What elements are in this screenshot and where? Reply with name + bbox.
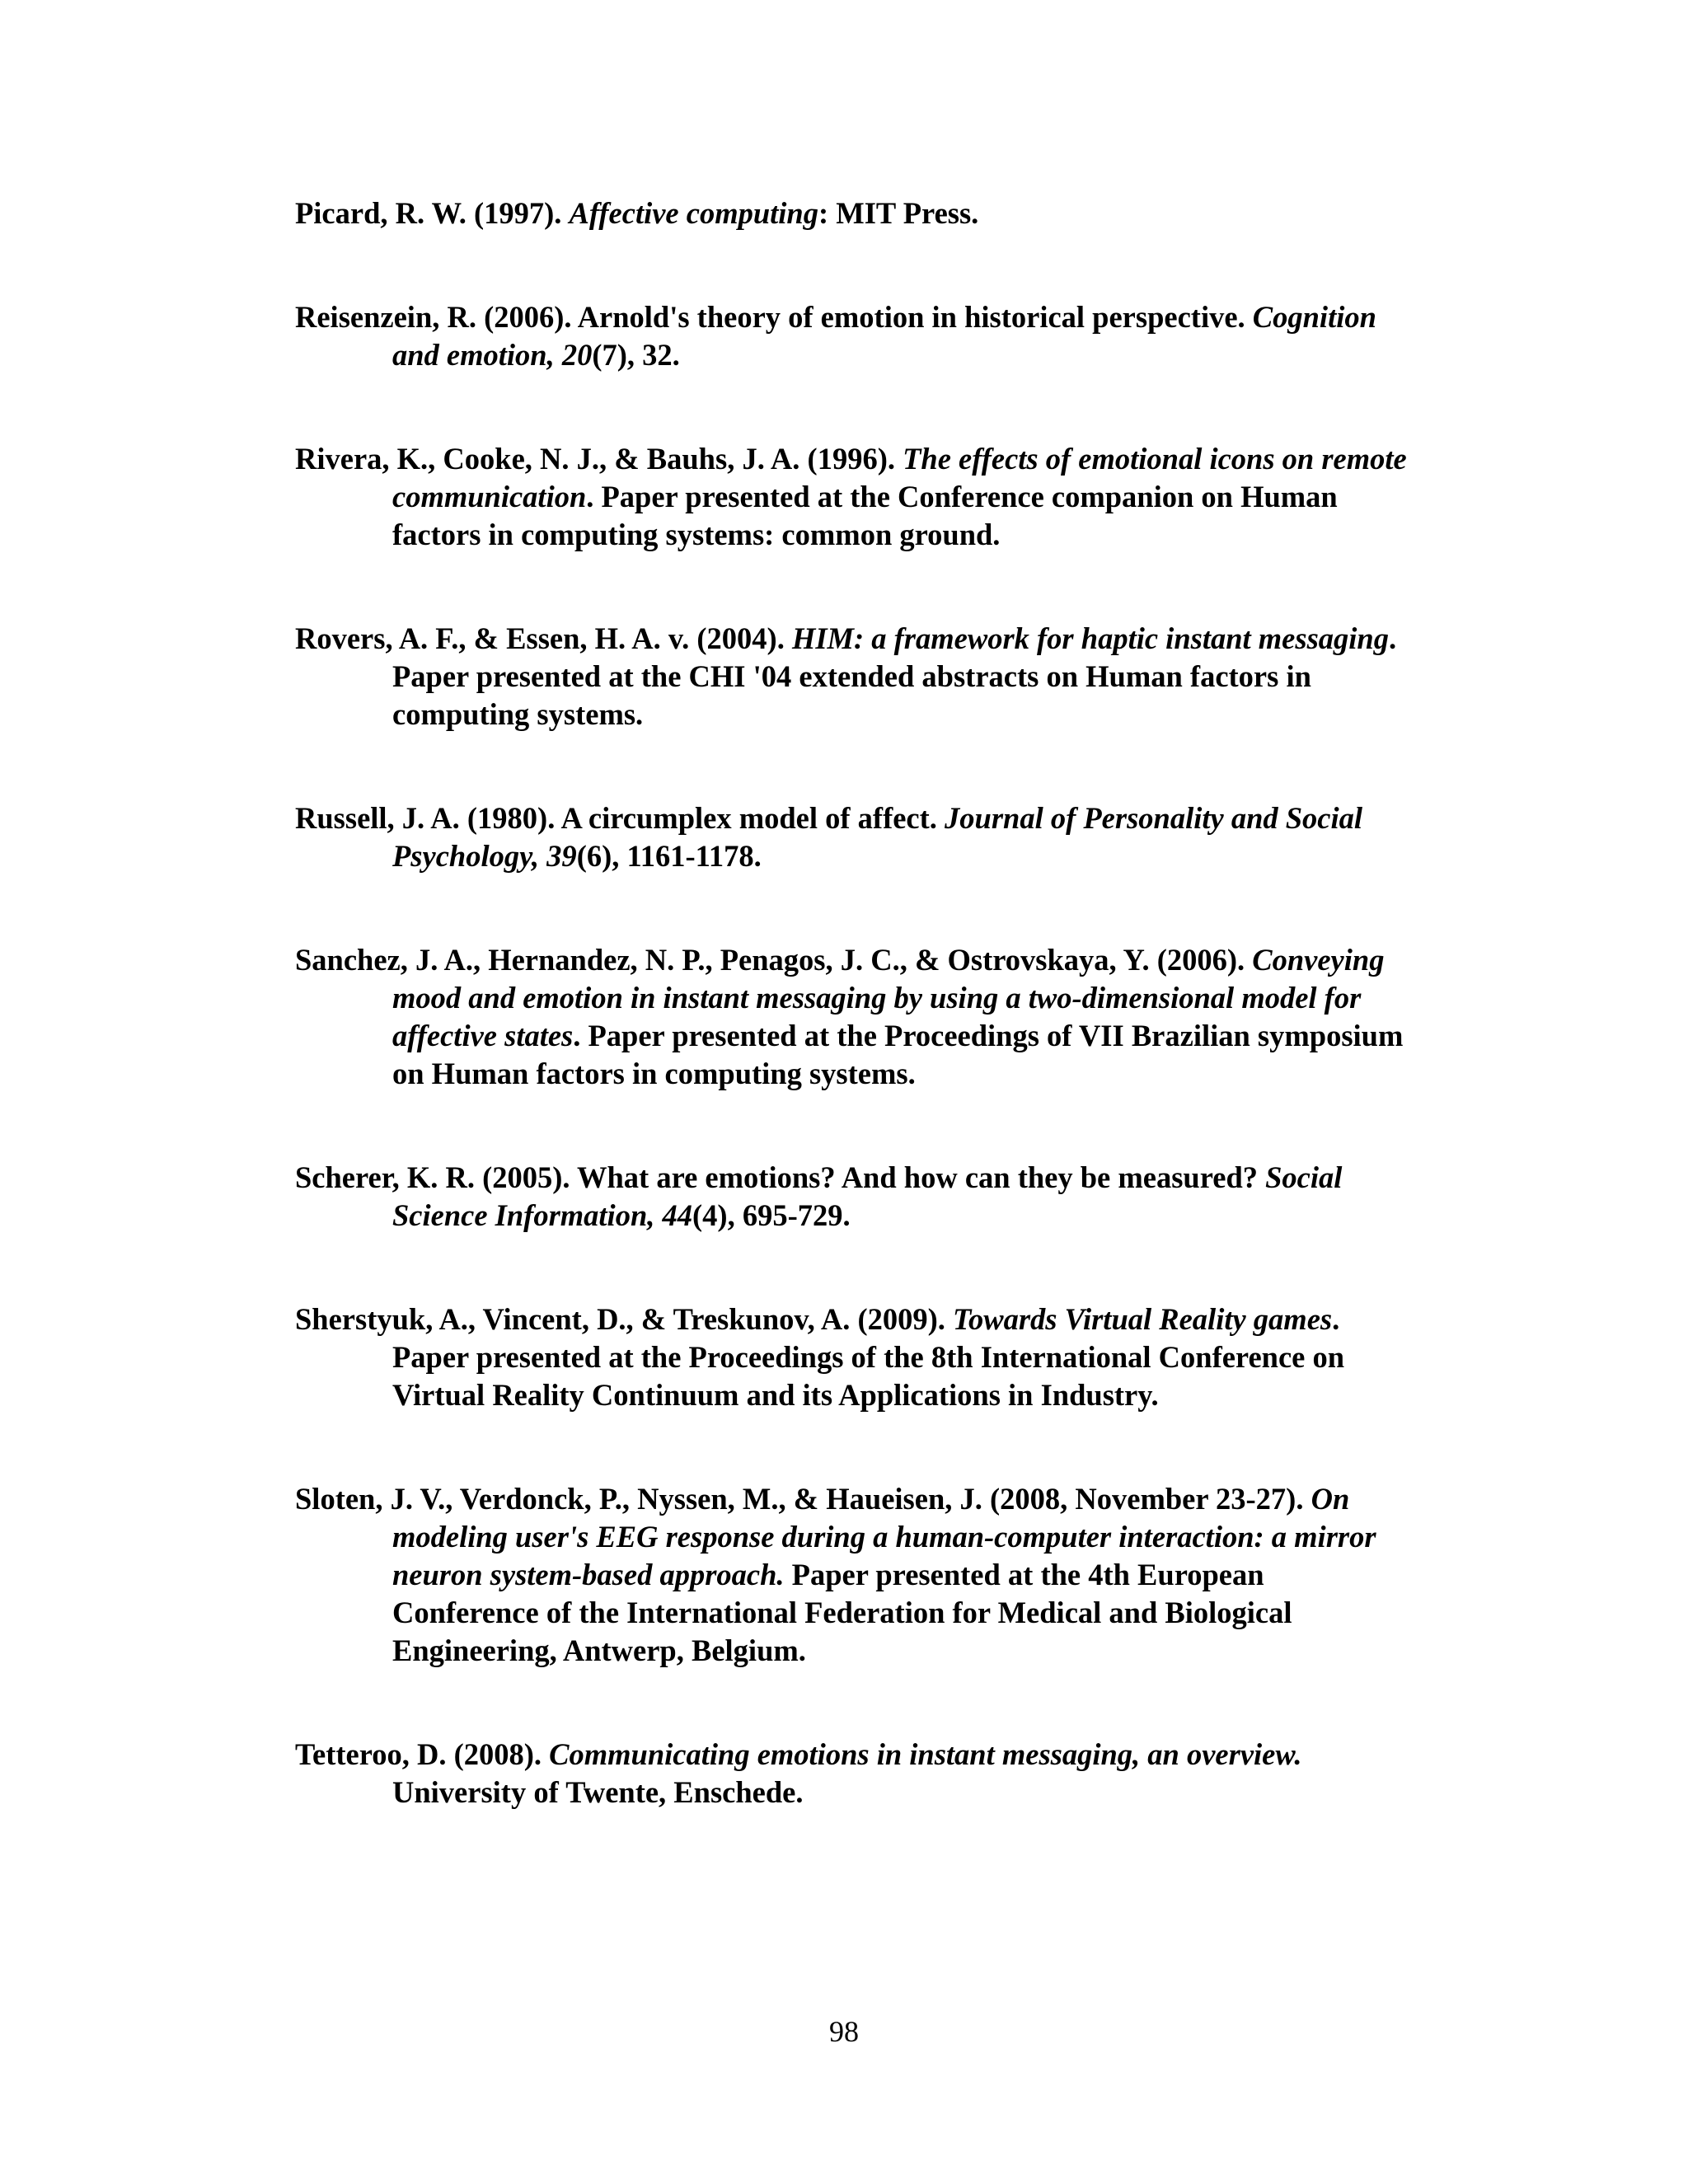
page-number: 98 bbox=[829, 2015, 859, 2048]
reference-text: Sanchez, J. A., Hernandez, N. P., Penagos, J. C., & Ostrovskaya, Y. (2006). bbox=[295, 943, 1253, 977]
reference-entry bbox=[295, 1301, 1416, 1414]
reference-text: Picard, R. W. (1997). bbox=[295, 196, 570, 230]
reference-text: Tetteroo, D. (2008). bbox=[295, 1737, 550, 1771]
reference-text: . Paper presented at the Conference companion on Human factors in computing systems: common ground. bbox=[392, 480, 1338, 551]
reference-text: Rivera, K., Cooke, N. J., & Bauhs, J. A. (1996). bbox=[295, 442, 903, 476]
reference-title: Communicating emotions in instant messaging, an overview. bbox=[549, 1737, 1302, 1771]
reference-title: Conveying mood and emotion in instant messaging by using a two-dimensional model for affective states bbox=[392, 943, 1385, 1052]
reference-title: Affective computing bbox=[569, 196, 818, 230]
reference-title: Journal of Personality and Social Psychology, 39 bbox=[392, 801, 1363, 873]
reference-text: University of Twente, Enschede. bbox=[392, 1775, 804, 1809]
reference-text: (6), 1161-1178. bbox=[576, 839, 762, 873]
reference-entry bbox=[295, 799, 1416, 875]
reference-text: Reisenzein, R. (2006). Arnold's theory of emotion in historical perspective. bbox=[295, 300, 1253, 334]
reference-text: Russell, J. A. (1980). A circumplex model of affect. bbox=[295, 801, 945, 835]
reference-list bbox=[295, 194, 1416, 1877]
reference-text: : MIT Press. bbox=[818, 196, 979, 230]
reference-text: . Paper presented at the Proceedings of VII Brazilian symposium on Human factors in computing systems. bbox=[392, 1019, 1404, 1090]
reference-text: Rovers, A. F., & Essen, H. A. v. (2004). bbox=[295, 621, 792, 655]
reference-title: Cognition and emotion, 20 bbox=[392, 300, 1376, 372]
reference-entry bbox=[295, 1480, 1416, 1670]
reference-title: HIM: a framework for haptic instant messaging bbox=[791, 621, 1389, 655]
reference-text: (7), 32. bbox=[592, 338, 680, 372]
reference-entry bbox=[295, 620, 1416, 733]
reference-entry bbox=[295, 941, 1416, 1093]
reference-text: . Paper presented at the Proceedings of the 8th International Conference on Virtual Reality Continuum and its Applications in Industry. bbox=[392, 1302, 1345, 1412]
reference-text: Scherer, K. R. (2005). What are emotions? And how can they be measured? bbox=[295, 1160, 1266, 1194]
reference-entry bbox=[295, 1159, 1416, 1235]
reference-entry bbox=[295, 194, 1416, 232]
reference-entry bbox=[295, 440, 1416, 554]
reference-title: Social Science Information, 44 bbox=[392, 1160, 1343, 1232]
reference-title: The effects of emotional icons on remote communication bbox=[392, 442, 1407, 513]
reference-entry bbox=[295, 1736, 1416, 1811]
reference-entry bbox=[295, 298, 1416, 374]
reference-text: Sloten, J. V., Verdonck, P., Nyssen, M., & Haueisen, J. (2008, November 23-27). bbox=[295, 1482, 1311, 1516]
reference-text: (4), 695-729. bbox=[692, 1198, 851, 1232]
reference-text: Sherstyuk, A., Vincent, D., & Treskunov, A. (2009). bbox=[295, 1302, 954, 1336]
reference-title: Towards Virtual Reality games bbox=[953, 1302, 1333, 1336]
reference-text: Paper presented at the 4th European Conference of the International Federation for Medical and Biological Engineering, Antwerp, Belgium. bbox=[392, 1558, 1292, 1667]
reference-text: . Paper presented at the CHI '04 extended abstracts on Human factors in computing systems. bbox=[392, 621, 1397, 731]
reference-title: On modeling user's EEG response during a human-computer interaction: a mirror neuron system-based approach. bbox=[392, 1482, 1376, 1591]
